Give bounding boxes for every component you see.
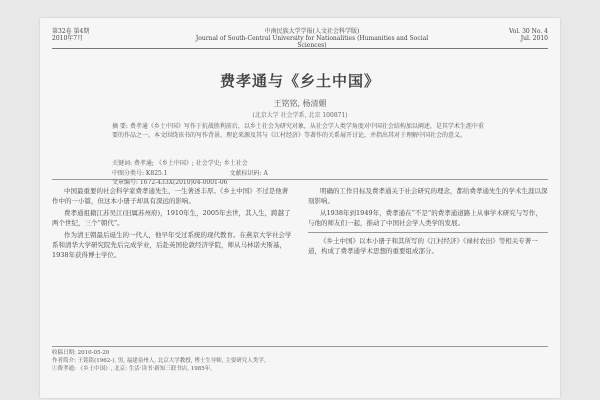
header-issue: 第32卷 第4期 2010年7月 bbox=[52, 28, 90, 42]
article-title: 费孝通与《乡土中国》 bbox=[219, 72, 380, 90]
paper-page bbox=[40, 18, 560, 398]
body-paragraph: 中国最重要的社会科学家费孝通先生，一生著述丰厚。《乡土中国》不过是他著作中的一小篇，但这本小册子却具有深远的影响。 bbox=[52, 187, 289, 205]
footnote-author: 作者简介: 王铭铭(1962-), 男, 福建泉州人, 北京大学教授, 博士生导师, 主要研究人类学。 bbox=[52, 358, 270, 364]
footnote-received: 收稿日期: 2010-05-20 bbox=[52, 350, 110, 356]
body-paragraph: 明确的工作目标及费孝通关于社会研究的理念，都给费孝通先生的学术生涯以深刻影响。 bbox=[308, 187, 548, 205]
body-column-right bbox=[308, 186, 548, 258]
classification-line bbox=[112, 168, 488, 186]
section-divider bbox=[52, 179, 548, 180]
article-number: 文章编号: 1672-433X(2010)04-0001-06 bbox=[112, 179, 228, 186]
footnote-reference: ①费孝通: 《乡土中国》, 北京: 生活·读书·新知三联书店, 1985年。 bbox=[52, 366, 216, 372]
clc-number: 中图分类号: K825.1 bbox=[112, 170, 168, 177]
doc-code: 文献标识码: A bbox=[229, 170, 268, 177]
footnotes bbox=[52, 346, 548, 373]
journal-header bbox=[52, 26, 548, 49]
body-paragraph: 《乡土中国》以本小册子和其所写的《江村经济》《禄村农田》等相关专著一道，构成了费孝通学术思想的重要组成部分。 bbox=[308, 237, 538, 255]
body-paragraph: 费孝通祖籍江苏吴江(旧属苏州府)，1910年生，2005年去世，其人生，跨越了两个世纪，三个“朝代”。 bbox=[52, 209, 291, 227]
article-authors: 王铭铭, 杨清媚 bbox=[273, 99, 327, 108]
header-journal: 中南民族大学学报(人文社会科学版) Journal of South-Central University for Nationalities (Humanities and Social Sciences) bbox=[195, 28, 429, 49]
body-column-left bbox=[52, 186, 292, 262]
article-affiliation: (北京大学 社会学系, 北京 100871) bbox=[252, 112, 348, 119]
body-paragraph: 从1938年到1949年，费孝通在“不是”的费孝通道路上从事学术研究与写作，与他的师友们一起，推动了中国社会学人类学的发展。 bbox=[308, 209, 542, 227]
article-keywords: 关键词: 费孝通; 《乡土中国》; 社会学史; 乡土社会 bbox=[112, 160, 248, 167]
body-paragraph: 作为清王朝最后诞生的一代人，他早年受过系统的现代教育。在燕京大学社会学系和清华大学研究院先后完成学业，后赴英国伦敦经济学院，师从马林诺夫斯基，1938年获得博士学位。 bbox=[52, 231, 292, 259]
indented-quote bbox=[308, 232, 548, 256]
article-abstract: 摘 要: 费孝通《乡土中国》写作于抗战胜利前后，以乡土社会为研究对象，从社会学人类学角度对中国社会结构加以阐述，是其学术生涯中重要的作品之一。本文围绕该书的写作背景、理论来源及其与《江村经济》等著作的关系展开讨论，并指出其对于理解中国社会的意义。 bbox=[112, 123, 484, 139]
header-volume: Vol. 30 No. 4 Jul. 2010 bbox=[508, 28, 548, 42]
